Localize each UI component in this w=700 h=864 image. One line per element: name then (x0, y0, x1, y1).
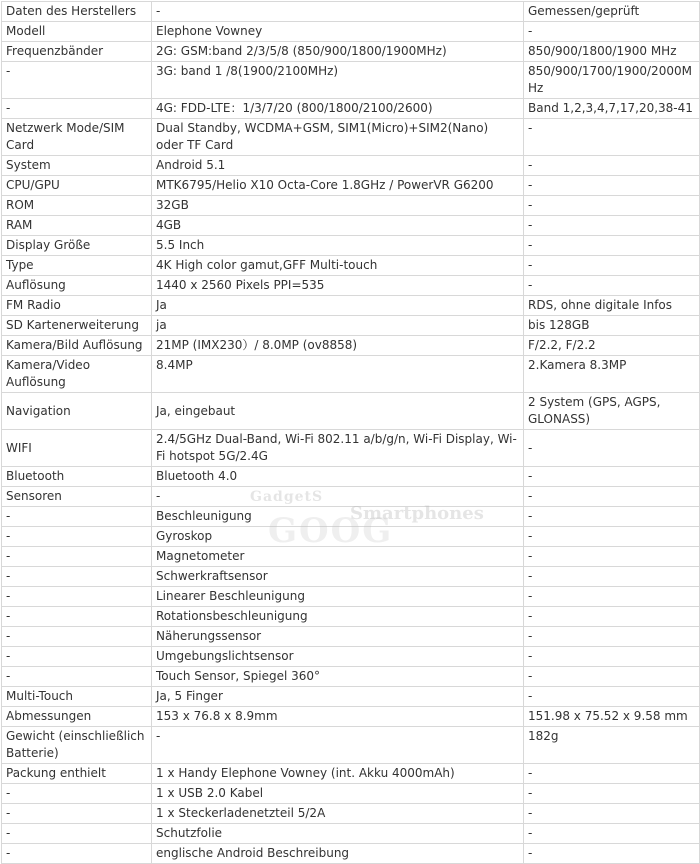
spec-label-cell: - (2, 824, 152, 844)
manufacturer-value-cell: ja (152, 316, 524, 336)
manufacturer-value-cell: 1 x USB 2.0 Kabel (152, 784, 524, 804)
manufacturer-value-cell: Elephone Vowney (152, 22, 524, 42)
measured-value-cell: - (524, 647, 700, 667)
manufacturer-value-cell: - (152, 2, 524, 22)
spec-label-cell: - (2, 607, 152, 627)
measured-value-cell: - (524, 216, 700, 236)
watermark-text-2: Smartphones (350, 503, 484, 524)
spec-label-cell: Navigation (2, 393, 152, 430)
table-row (2, 587, 700, 607)
measured-value-cell: - (524, 824, 700, 844)
table-row (2, 316, 700, 336)
table-row (2, 547, 700, 567)
table-row (2, 256, 700, 276)
table-row (2, 393, 700, 430)
measured-value-cell: - (524, 507, 700, 527)
measured-value-cell: Band 1,2,3,4,7,17,20,38-41 (524, 99, 700, 119)
table-row (2, 467, 700, 487)
measured-value-cell: - (524, 196, 700, 216)
manufacturer-value-cell: Bluetooth 4.0 (152, 467, 524, 487)
manufacturer-value-cell: 4G: FDD-LTE：1/3/7/20 (800/1800/2100/2600) (152, 99, 524, 119)
measured-value-cell: - (524, 784, 700, 804)
spec-label-cell: - (2, 587, 152, 607)
measured-value-cell: - (524, 764, 700, 784)
manufacturer-value-cell: Dual Standby, WCDMA+GSM, SIM1(Micro)+SIM2(Nano) oder TF Card (152, 119, 524, 156)
measured-value-cell: - (524, 844, 700, 864)
table-row (2, 507, 700, 527)
manufacturer-value-cell: Gyroskop (152, 527, 524, 547)
measured-value-cell: - (524, 276, 700, 296)
manufacturer-value-cell: Magnetometer (152, 547, 524, 567)
spec-label-cell: CPU/GPU (2, 176, 152, 196)
table-row (2, 22, 700, 42)
measured-value-cell: - (524, 627, 700, 647)
manufacturer-value-cell: Touch Sensor, Spiegel 360° (152, 667, 524, 687)
manufacturer-value-cell: Linearer Beschleunigung (152, 587, 524, 607)
spec-label-cell: - (2, 507, 152, 527)
manufacturer-value-cell: Rotationsbeschleunigung (152, 607, 524, 627)
table-row (2, 567, 700, 587)
spec-label-cell: SD Kartenerweiterung (2, 316, 152, 336)
manufacturer-value-cell: - (152, 487, 524, 507)
table-row (2, 276, 700, 296)
manufacturer-value-cell: - (152, 727, 524, 764)
manufacturer-value-cell: Näherungssensor (152, 627, 524, 647)
spec-label-cell: Sensoren (2, 487, 152, 507)
measured-value-cell: - (524, 487, 700, 507)
spec-label-cell: RAM (2, 216, 152, 236)
table-row (2, 336, 700, 356)
measured-value-cell: 182g (524, 727, 700, 764)
spec-label-cell: Auflösung (2, 276, 152, 296)
manufacturer-value-cell: 1 x Steckerladenetzteil 5/2A (152, 804, 524, 824)
spec-label-cell: Modell (2, 22, 152, 42)
spec-label-cell: - (2, 547, 152, 567)
watermark-text-3: GOOG (268, 511, 394, 551)
table-row (2, 236, 700, 256)
measured-value-cell: Gemessen/geprüft (524, 2, 700, 22)
measured-value-cell: - (524, 687, 700, 707)
manufacturer-value-cell: Schutzfolie (152, 824, 524, 844)
table-row (2, 844, 700, 864)
table-row (2, 42, 700, 62)
manufacturer-value-cell: Umgebungslichtsensor (152, 647, 524, 667)
manufacturer-value-cell: englische Android Beschreibung (152, 844, 524, 864)
manufacturer-value-cell: 4K High color gamut,GFF Multi-touch (152, 256, 524, 276)
table-row (2, 99, 700, 119)
table-row (2, 2, 700, 22)
manufacturer-value-cell: Android 5.1 (152, 156, 524, 176)
manufacturer-value-cell: 21MP (IMX230）/ 8.0MP (ov8858) (152, 336, 524, 356)
table-row (2, 627, 700, 647)
manufacturer-value-cell: MTK6795/Helio X10 Octa-Core 1.8GHz / PowerVR G6200 (152, 176, 524, 196)
spec-label-cell: - (2, 62, 152, 99)
measured-value-cell: 151.98 x 75.52 x 9.58 mm (524, 707, 700, 727)
manufacturer-value-cell: Ja, 5 Finger (152, 687, 524, 707)
spec-label-cell: ROM (2, 196, 152, 216)
table-row (2, 487, 700, 507)
spec-label-cell: Daten des Herstellers (2, 2, 152, 22)
manufacturer-value-cell: 2.4/5GHz Dual-Band, Wi-Fi 802.11 a/b/g/n, Wi-Fi Display, Wi-Fi hotspot 5G/2.4G (152, 430, 524, 467)
table-row (2, 824, 700, 844)
spec-label-cell: Bluetooth (2, 467, 152, 487)
spec-label-cell: Type (2, 256, 152, 276)
table-row (2, 687, 700, 707)
measured-value-cell: - (524, 119, 700, 156)
spec-table (1, 1, 700, 864)
table-row (2, 647, 700, 667)
spec-label-cell: Packung enthielt (2, 764, 152, 784)
table-row (2, 804, 700, 824)
table-row (2, 196, 700, 216)
manufacturer-value-cell: 4GB (152, 216, 524, 236)
manufacturer-value-cell: Schwerkraftsensor (152, 567, 524, 587)
spec-label-cell: - (2, 844, 152, 864)
measured-value-cell: - (524, 256, 700, 276)
measured-value-cell: 2.Kamera 8.3MP (524, 356, 700, 393)
table-row (2, 119, 700, 156)
table-row (2, 176, 700, 196)
table-row (2, 296, 700, 316)
spec-label-cell: System (2, 156, 152, 176)
manufacturer-value-cell: 2G: GSM:band 2/3/5/8 (850/900/1800/1900MHz) (152, 42, 524, 62)
table-row (2, 527, 700, 547)
spec-label-cell: - (2, 784, 152, 804)
table-row (2, 707, 700, 727)
table-row (2, 156, 700, 176)
spec-label-cell: Display Größe (2, 236, 152, 256)
measured-value-cell: - (524, 547, 700, 567)
manufacturer-value-cell: Ja (152, 296, 524, 316)
spec-label-cell: - (2, 804, 152, 824)
manufacturer-value-cell: 1 x Handy Elephone Vowney (int. Akku 4000mAh) (152, 764, 524, 784)
spec-label-cell: - (2, 99, 152, 119)
manufacturer-value-cell: 1440 x 2560 Pixels PPI=535 (152, 276, 524, 296)
measured-value-cell: - (524, 567, 700, 587)
measured-value-cell: 850/900/1700/1900/2000MHz (524, 62, 700, 99)
manufacturer-value-cell: 5.5 Inch (152, 236, 524, 256)
manufacturer-value-cell: Beschleunigung (152, 507, 524, 527)
measured-value-cell: - (524, 430, 700, 467)
spec-label-cell: Multi-Touch (2, 687, 152, 707)
spec-table-body (2, 2, 700, 864)
measured-value-cell: - (524, 176, 700, 196)
spec-label-cell: WIFI (2, 430, 152, 467)
spec-label-cell: - (2, 567, 152, 587)
measured-value-cell: - (524, 527, 700, 547)
measured-value-cell: bis 128GB (524, 316, 700, 336)
table-row (2, 667, 700, 687)
spec-label-cell: - (2, 627, 152, 647)
spec-label-cell: Gewicht (einschließlich Batterie) (2, 727, 152, 764)
table-row (2, 430, 700, 467)
measured-value-cell: - (524, 22, 700, 42)
measured-value-cell: 2 System (GPS, AGPS, GLONASS) (524, 393, 700, 430)
measured-value-cell: - (524, 587, 700, 607)
manufacturer-value-cell: Ja, eingebaut (152, 393, 524, 430)
table-row (2, 216, 700, 236)
measured-value-cell: - (524, 804, 700, 824)
manufacturer-value-cell: 153 x 76.8 x 8.9mm (152, 707, 524, 727)
spec-label-cell: - (2, 667, 152, 687)
spec-label-cell: Kamera/Video Auflösung (2, 356, 152, 393)
measured-value-cell: 850/900/1800/1900 MHz (524, 42, 700, 62)
measured-value-cell: - (524, 667, 700, 687)
watermark-text-1: GadgetS (250, 489, 324, 505)
table-row (2, 784, 700, 804)
measured-value-cell: - (524, 607, 700, 627)
manufacturer-value-cell: 32GB (152, 196, 524, 216)
measured-value-cell: - (524, 156, 700, 176)
manufacturer-value-cell: 8.4MP (152, 356, 524, 393)
measured-value-cell: - (524, 236, 700, 256)
spec-label-cell: - (2, 527, 152, 547)
spec-label-cell: Kamera/Bild Auflösung (2, 336, 152, 356)
spec-label-cell: Abmessungen (2, 707, 152, 727)
table-row (2, 62, 700, 99)
table-row (2, 727, 700, 764)
manufacturer-value-cell: 3G: band 1 /8(1900/2100MHz) (152, 62, 524, 99)
measured-value-cell: RDS, ohne digitale Infos (524, 296, 700, 316)
spec-label-cell: FM Radio (2, 296, 152, 316)
table-row (2, 356, 700, 393)
table-row (2, 764, 700, 784)
measured-value-cell: F/2.2, F/2.2 (524, 336, 700, 356)
spec-label-cell: Netzwerk Mode/SIM Card (2, 119, 152, 156)
measured-value-cell: - (524, 467, 700, 487)
spec-label-cell: - (2, 647, 152, 667)
spec-label-cell: Frequenzbänder (2, 42, 152, 62)
table-row (2, 607, 700, 627)
